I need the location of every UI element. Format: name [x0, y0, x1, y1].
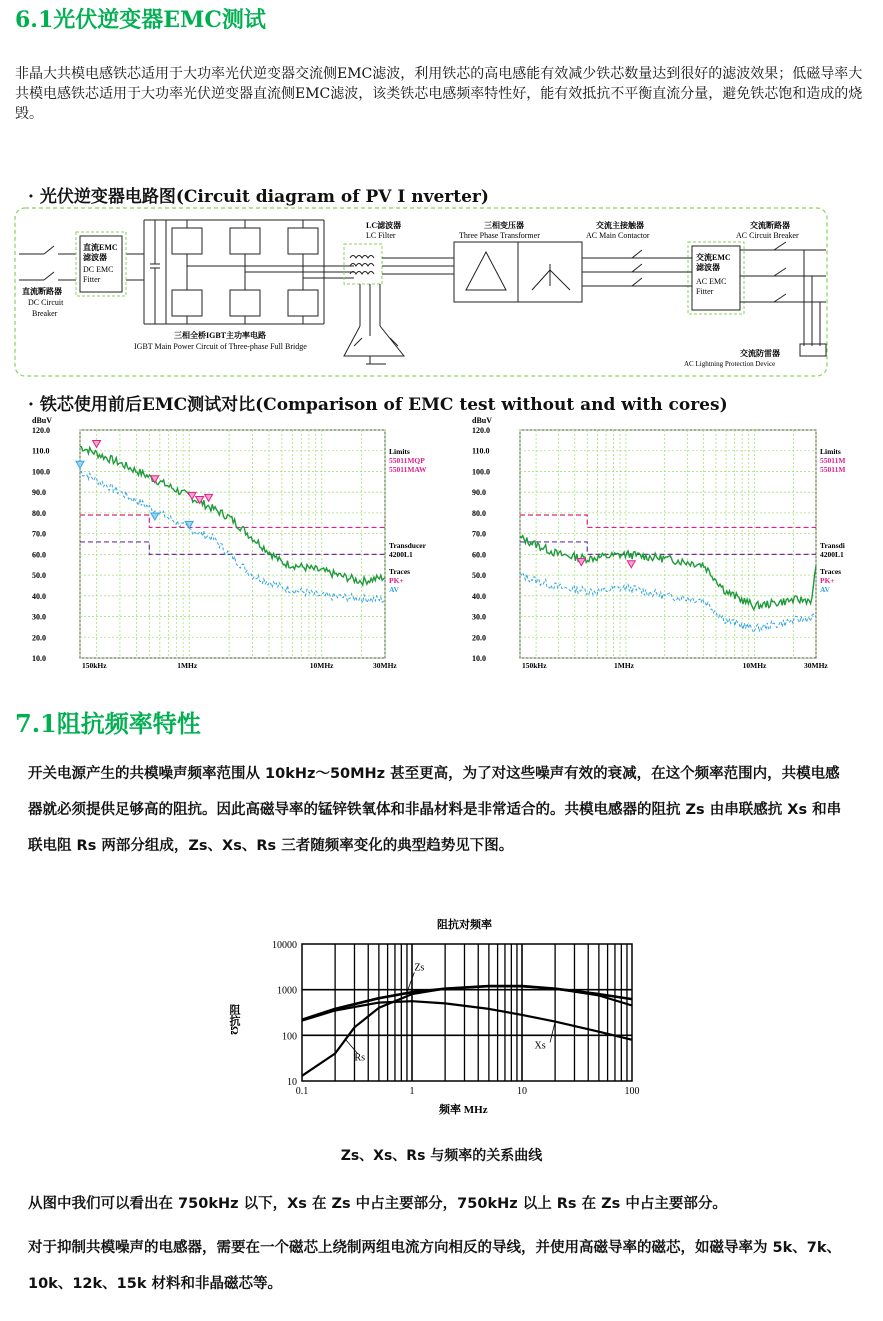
y-tick-label: 70.0 [472, 529, 486, 539]
y-tick-label: 30.0 [32, 612, 46, 622]
legend-av: AV [389, 585, 399, 594]
y-tick-label: 60.0 [32, 550, 46, 560]
y-unit: dBuV [32, 416, 53, 425]
y-tick-label: 110.0 [32, 446, 50, 456]
chart-title: 阻抗对频率 [437, 919, 492, 931]
x-tick-label: 1MHz [613, 661, 634, 670]
y-tick-label: 1000 [277, 985, 297, 997]
transformer-cn: 三相变压器 [484, 221, 524, 230]
y-tick-label: 10 [287, 1077, 297, 1088]
legend-pk: PK+ [389, 576, 404, 585]
x-tick-label: 1 [409, 1086, 415, 1097]
zs-label: Zs [414, 962, 425, 974]
circuit-heading: · 光伏逆变器电路图(Circuit diagram of PV I nverter) [28, 187, 489, 207]
y-tick-label: 90.0 [32, 488, 46, 498]
section-6-1-paragraph: 非晶大共模电感铁芯适用于大功率光伏逆变器交流侧EMC滤波，利用铁芯的高电感能有效减少铁芯数量达到很好的滤波效果；低磁导率大共模电感铁芯适用于大功率光伏逆变器直流侧EMC滤波，该类铁芯电感频率特性好，能有效抵抗不平衡直流分量，避免铁芯饱和造成的烧毁。 [15, 66, 863, 122]
x-tick-label: 10MHz [742, 661, 767, 670]
x-tick-label: 150kHz [522, 661, 547, 670]
contactor-en: AC Main Contactor [586, 231, 650, 240]
section-7-1-paragraph-2: 从图中我们可以看出在 750kHz 以下，Xs 在 Zs 中占主要部分，750kHz 以上 Rs 在 Zs 中占主要部分。 [28, 1196, 727, 1212]
x-tick-label: 30MHz [373, 661, 397, 670]
legend-traces: Traces [389, 567, 411, 576]
legend-limit-1: 55011M [820, 456, 846, 465]
y-tick-label: 50.0 [472, 571, 486, 581]
emc-heading: · 铁芯使用前后EMC测试对比(Comparison of EMC test without and with cores) [28, 395, 728, 415]
x-axis-label: 频率 MHz [439, 1104, 488, 1116]
x-tick-label: 100 [624, 1086, 640, 1097]
legend-transducer: Transducer [389, 541, 426, 550]
ac-emc-en2: Fitter [696, 287, 714, 296]
legend-limit-1: 55011MQP [389, 456, 425, 465]
ac-emc-cn: 交流EMC [696, 253, 731, 262]
breaker-en: AC Circuit Breaker [736, 231, 799, 240]
dc-breaker-en1: DC Circuit [28, 298, 64, 307]
y-tick-label: 30.0 [472, 612, 486, 622]
y-tick-label: 50.0 [32, 571, 46, 581]
y-tick-label: 120.0 [472, 426, 490, 435]
ac-emc-en1: AC EMC [696, 277, 727, 286]
y-tick-label: 10.0 [32, 654, 46, 663]
y-unit: dBuV [472, 416, 493, 425]
legend-transducer: Transdi [820, 541, 845, 550]
x-tick-label: 150kHz [82, 661, 107, 670]
y-tick-label: 80.0 [472, 508, 486, 518]
y-tick-label: 100.0 [32, 467, 50, 477]
y-tick-label: 70.0 [32, 529, 46, 539]
y-tick-label: 120.0 [32, 426, 50, 435]
dc-emc-en2: Fitter [83, 275, 101, 284]
impedance-frequency-chart [220, 912, 650, 1122]
ac-emc-cn2: 滤波器 [696, 263, 720, 272]
lightning-en: AC Lightning Protection Device [684, 360, 776, 368]
y-tick-label: 20.0 [472, 633, 486, 643]
section-6-1-title: 6.1光伏逆变器EMC测试 [15, 7, 266, 33]
breaker-cn: 交流断路器 [750, 221, 790, 230]
igbt-en: IGBT Main Power Circuit of Three-phase Full Bridge [134, 342, 307, 351]
legend-limit-2: 55011MAW [389, 465, 427, 474]
y-tick-label: 10000 [272, 940, 297, 951]
x-tick-label: 1MHz [177, 661, 198, 670]
dc-breaker-cn: 直流断路器 [22, 287, 62, 296]
emc-chart-with-cores [470, 414, 846, 678]
dc-breaker-en2: Breaker [32, 309, 58, 318]
y-tick-label: 20.0 [32, 633, 46, 643]
legend-limits: Limits [389, 447, 410, 456]
section-7-1-paragraph: 开关电源产生的共模噪声频率范围从 10kHz～50MHz 甚至更高，为了对这些噪声有效的衰减，在这个频率范围内，共模电感器就必须提供足够高的阻抗。因此高磁导率的锰锌铁氧体和非晶材料是非常适合的。共模电感器的阻抗 Zs 由串联感抗 Xs 和串联电阻 Rs 两部分组成，Zs、Xs、Rs 三者随频率变化的典型趋势见下图。 [28, 766, 842, 854]
x-tick-label: 0.1 [295, 1086, 309, 1097]
y-tick-label: 40.0 [32, 591, 46, 601]
y-tick-label: 40.0 [472, 591, 486, 601]
x-tick-label: 10 [517, 1086, 527, 1097]
transformer-en: Three Phase Transformer [459, 231, 540, 240]
lightning-cn: 交流防雷器 [740, 349, 780, 358]
y-tick-label: 80.0 [32, 508, 46, 518]
contactor-cn: 交流主接触器 [596, 221, 644, 230]
lc-en: LC Filter [366, 231, 396, 240]
dc-emc-cn2: 滤波器 [83, 253, 107, 262]
y-axis-label: 阻抗Ω [228, 1004, 240, 1035]
dc-emc-en1: DC EMC [83, 265, 114, 274]
x-tick-label: 10MHz [309, 661, 334, 670]
y-tick-label: 100 [282, 1031, 297, 1043]
plot-area [520, 430, 816, 658]
legend-av: AV [820, 585, 830, 594]
section-7-1-title: 7.1阻抗频率特性 [15, 709, 201, 738]
y-tick-label: 90.0 [472, 488, 486, 498]
y-tick-label: 110.0 [472, 446, 490, 456]
pv-inverter-circuit-diagram [14, 206, 830, 378]
rs-label: Rs [354, 1052, 366, 1064]
y-tick-label: 60.0 [472, 550, 486, 560]
section-7-1-paragraph-3: 对于抑制共模噪声的电感器，需要在一个磁芯上绕制两组电流方向相反的导线，并使用高磁导率的磁芯，如磁导率为 5k、7k、10k、12k、15k 材料和非晶磁芯等。 [28, 1240, 842, 1292]
y-tick-label: 10.0 [472, 654, 486, 663]
emc-chart-without-cores [30, 414, 430, 678]
legend-limit-2: 55011M [820, 465, 846, 474]
lc-cn: LC滤波器 [366, 221, 402, 230]
legend-pk: PK+ [820, 576, 835, 585]
igbt-cn: 三相全桥IGBT主功率电路 [174, 331, 267, 340]
dc-emc-cn: 直流EMC [83, 243, 118, 252]
xs-label: Xs [534, 1040, 546, 1052]
legend-transducer-1: 4200L1 [820, 550, 844, 559]
chart-caption: Zs、Xs、Rs 与频率的关系曲线 [340, 1148, 543, 1164]
y-tick-label: 100.0 [472, 467, 490, 477]
legend-limits: Limits [820, 447, 841, 456]
legend-traces: Traces [820, 567, 842, 576]
legend-transducer-1: 4200L1 [389, 550, 413, 559]
plot-area [302, 944, 632, 1081]
x-tick-label: 30MHz [804, 661, 828, 670]
